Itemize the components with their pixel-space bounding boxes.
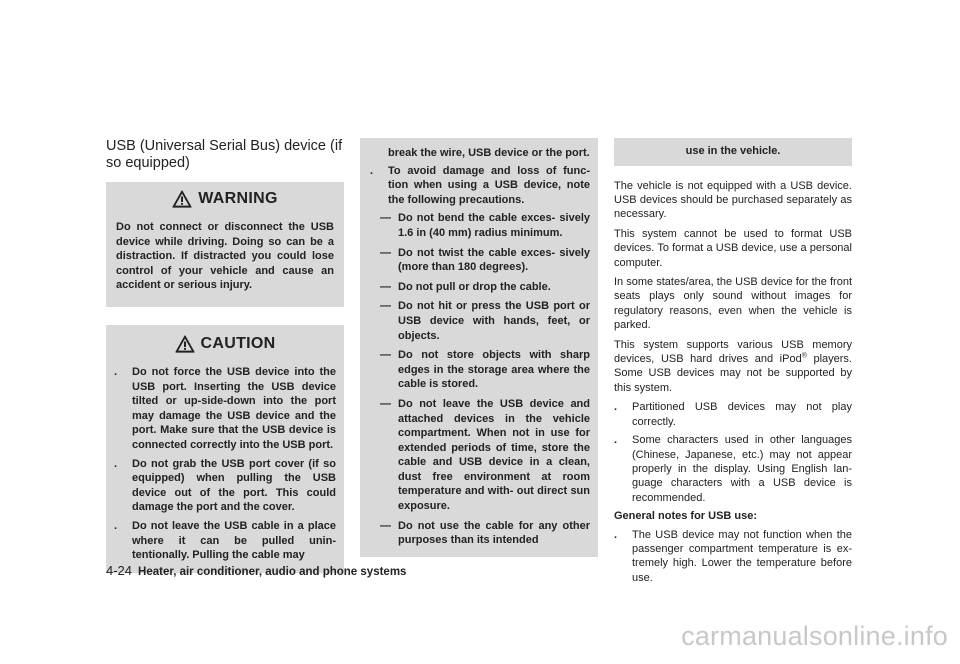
warning-text: Do not connect or disconnect the USB device while driving. Doing so can be a distraction. If distracted you could lose control of your vehicle and cause an accident or serious injury.: [116, 221, 334, 292]
bullet-mark: .: [614, 401, 618, 414]
caution-header: [114, 335, 336, 353]
paragraph-part: players. Some USB devices may not be supported by this system.: [614, 353, 852, 394]
caution-heading: CAUTION: [200, 334, 276, 352]
precaution-text: Do not store objects with sharp edges in the storage area where the cable is stored.: [398, 349, 590, 391]
chapter-title: Heater, air conditioner, audio and phone systems: [138, 566, 407, 578]
warning-triangle-icon: [172, 190, 192, 208]
dash-mark: —: [380, 300, 391, 313]
warning-heading: WARNING: [198, 189, 278, 207]
caution-item: [114, 365, 336, 453]
bullet-mark: .: [114, 519, 118, 532]
general-notes-heading: General notes for USB use:: [614, 510, 758, 523]
section-title: USB (Universal Serial Bus) device (if so equipped): [106, 138, 343, 171]
paragraph: In some states/area, the USB device for the front seats plays only sound without images for regulatory reasons, even when the vehicle is parked.: [614, 276, 852, 332]
precaution-item: [380, 211, 590, 240]
bullet-mark: .: [114, 457, 118, 470]
precaution-item: [380, 348, 590, 392]
caution-continuation: break the wire, USB device or the port.: [388, 147, 590, 159]
bullet-mark: .: [614, 528, 618, 541]
watermark: carmanualsonline.info: [681, 621, 948, 651]
precaution-item: [380, 397, 590, 514]
precaution-item: [380, 299, 590, 343]
warning-box: [106, 182, 344, 307]
registered-mark: ®: [801, 352, 807, 360]
usb-body-text: [614, 179, 852, 586]
precaution-text: Do not bend the cable exces- sively 1.6 in (40 mm) radius minimum.: [398, 212, 590, 239]
precaution-item: [380, 519, 590, 548]
precaution-text: Do not use the cable for any other purposes than its intended: [398, 519, 590, 547]
caution-item: [114, 519, 336, 563]
warning-header: [116, 190, 334, 208]
paragraph: [614, 338, 852, 396]
precaution-item: [380, 246, 590, 275]
precaution-text: Do not pull or drop the cable.: [398, 280, 551, 293]
page-number: 4-24: [106, 563, 133, 578]
caution-item-text: To avoid damage and loss of func- tion when using a USB device, note the following precautions.: [388, 164, 590, 206]
page-footer: [106, 563, 406, 578]
dash-mark: —: [380, 246, 391, 259]
column-1: [106, 138, 344, 573]
bullet-mark: .: [614, 434, 618, 447]
dash-mark: —: [380, 519, 391, 532]
caution-box-end: [614, 138, 852, 166]
caution-item-text: Do not grab the USB port cover (if so equipped) when pulling the USB device out of the port. This could damage the port and the cover.: [132, 457, 336, 514]
list-item: [614, 433, 852, 505]
caution-item: [370, 164, 590, 208]
column-2: [360, 138, 598, 557]
precaution-item: [380, 280, 590, 295]
list-item-text: Partitioned USB devices may not play correctly.: [632, 401, 852, 428]
caution-box-continued: [360, 138, 598, 557]
caution-end-text: use in the vehicle.: [685, 145, 781, 157]
paragraph: This system cannot be used to format USB devices. To format a USB device, use a personal computer.: [614, 227, 852, 269]
caution-item-text: Do not force the USB device into the USB port. Inserting the USB device tilted or up-side-down into the port may damage the USB device and the port. Make sure that the USB device is connected correctly into the USB port.: [132, 365, 336, 451]
dash-mark: —: [380, 212, 391, 225]
dash-mark: —: [380, 280, 391, 293]
precaution-text: Do not twist the cable exces- sively (more than 180 degrees).: [398, 246, 590, 274]
caution-item: [114, 457, 336, 515]
dash-mark: —: [380, 397, 391, 410]
list-item-text: Some characters used in other languages (Chinese, Japanese, etc.) may not appear properly in the display. Using English lan- guage characters with a USB device is recommended.: [632, 434, 852, 504]
precaution-text: Do not hit or press the USB port or USB device with hands, feet, or objects.: [398, 300, 590, 342]
list-item: [614, 400, 852, 429]
precaution-text: Do not leave the USB device and attached devices in the vehicle compartment. When not in use for extended periods of time, store the cable and USB device in a clean, dust free environment at room temperature and with- out direct sun exposure.: [398, 397, 590, 513]
dash-mark: —: [380, 349, 391, 362]
column-3: [614, 138, 852, 589]
bullet-mark: .: [114, 365, 118, 378]
caution-triangle-icon: [175, 335, 195, 353]
caution-item-text: Do not leave the USB cable in a place where it can be pulled unin- tentionally. Pulling the cable may: [132, 519, 336, 562]
paragraph: The vehicle is not equipped with a USB device. USB devices should be purchased separately as necessary.: [614, 179, 852, 221]
bullet-mark: .: [370, 164, 374, 177]
list-item-text: The USB device may not function when the passenger compartment temperature is ex- tremely high. Lower the temperature before use.: [632, 528, 852, 584]
caution-box: [106, 325, 344, 573]
list-item: [614, 528, 852, 586]
paragraph-part: This system supports various USB memory devices, USB hard drives and iPod: [614, 338, 852, 366]
